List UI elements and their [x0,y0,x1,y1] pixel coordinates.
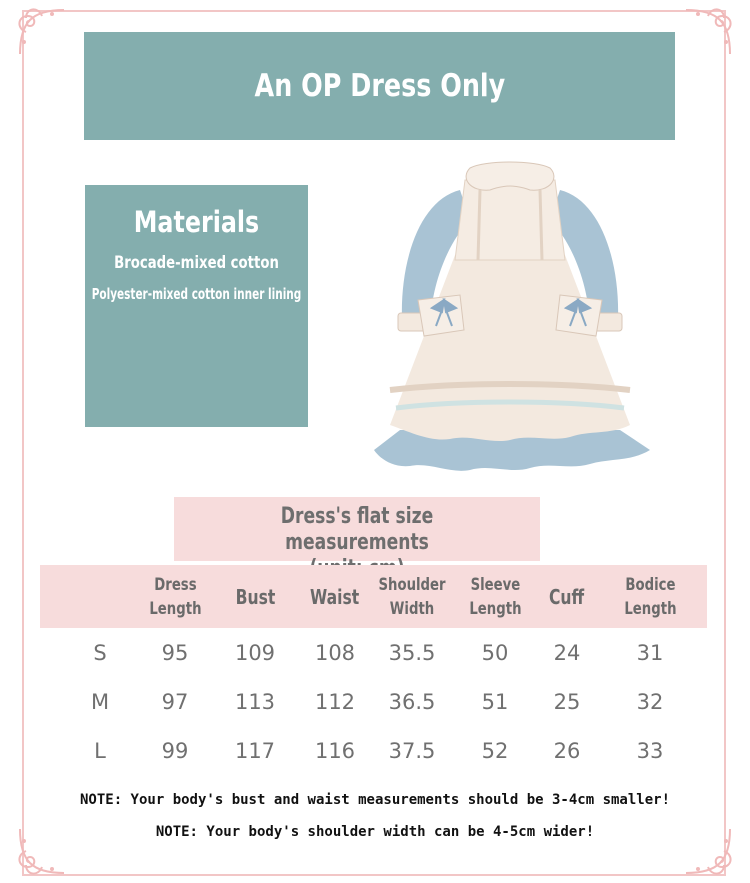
table-header-line-1: Bust [235,584,275,609]
title-banner [84,32,675,140]
table-header-line-1: Waist [310,584,360,609]
table-header-cell [296,565,374,628]
note-shoulder-width: NOTE: Your body's shoulder width can be 4-5cm wider! [155,824,595,840]
corner-ornament-top-right [678,2,738,62]
table-header-label [235,585,275,609]
table-cell: 33 [636,739,664,763]
table-header-label [310,585,359,609]
size-chart-title [174,497,540,561]
table-header-line-2: Length [623,598,677,619]
table-cell: 51 [481,690,509,714]
table-header-line-2: Length [468,598,522,619]
table-row [40,682,707,722]
table-cell: 117 [234,739,276,763]
table-cell: 50 [481,641,509,665]
materials-box [85,185,308,427]
table-cell: 116 [314,739,356,763]
table-cell: 52 [481,739,509,763]
table-cell: 109 [234,641,276,665]
table-header-cell [373,565,451,628]
table-header-label [624,573,676,621]
table-cell: 95 [161,641,189,665]
materials-line-2: Polyester-mixed cotton inner lining [91,285,302,303]
table-header-line-1: Bodice [624,574,676,595]
table-cell: 36.5 [388,690,436,714]
size-label-cell: L [94,739,106,763]
table-cell: 113 [234,690,276,714]
size-table-header [40,565,707,628]
collar [466,162,554,190]
table-cell: 99 [161,739,189,763]
dress-product-image [360,150,660,490]
table-header-line-2: Width [389,598,435,619]
table-header-cell [216,565,294,628]
materials-heading: Materials [133,205,260,239]
table-header-line-1: Sleeve [470,574,520,595]
bodice [455,180,565,260]
size-label-cell: S [93,641,107,665]
table-cell: 24 [553,641,581,665]
size-chart-title-line-1: Dress's flat size measurements [280,504,434,555]
table-row [40,731,707,771]
table-header-cell [136,565,214,628]
table-header-label [149,573,201,621]
table-cell: 32 [636,690,664,714]
table-header-line-2: Length [148,598,202,619]
table-header-cell [456,565,534,628]
table-cell: 31 [636,641,664,665]
table-cell: 35.5 [388,641,436,665]
table-cell: 112 [314,690,356,714]
corner-ornament-top-left [12,2,72,62]
table-cell: 37.5 [388,739,436,763]
page-title: An OP Dress Only [254,68,505,104]
table-header-cell [528,565,606,628]
table-cell: 26 [553,739,581,763]
table-header-cell [611,565,689,628]
table-cell: 108 [314,641,356,665]
table-header-line-1: Dress [153,574,197,595]
table-header-label [549,585,584,609]
table-header-line-1: Shoulder [378,574,446,595]
table-cell: 97 [161,690,189,714]
table-row [40,633,707,673]
materials-line-1: Brocade-mixed cotton [114,253,279,273]
note-bust-waist: NOTE: Your body's bust and waist measurements should be 3-4cm smaller! [79,792,670,808]
table-header-line-1: Cuff [549,584,585,609]
size-label-cell: M [90,690,110,714]
table-header-label [469,573,521,621]
table-header-label [378,573,445,621]
table-cell: 25 [553,690,581,714]
